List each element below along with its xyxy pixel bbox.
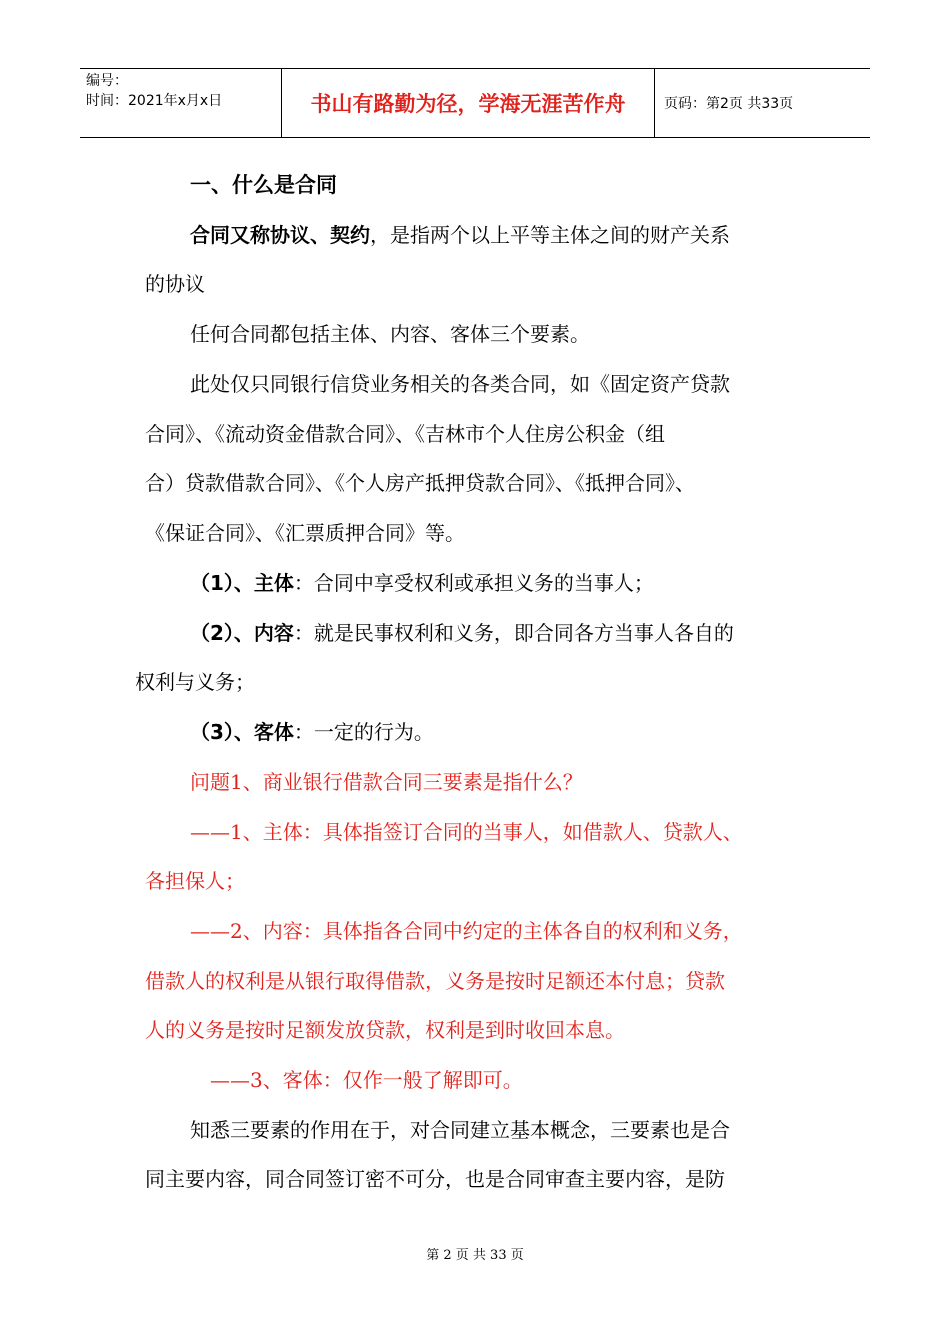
item-object: [190, 717, 950, 747]
header-meta-cell: [80, 69, 282, 137]
answer-2-line-3: 人的义务是按时足额发放贷款，权利是到时收回本息。: [145, 1018, 625, 1042]
header-motto: 书山有路勤为径，学海无涯苦作舟: [282, 69, 655, 137]
paragraph-definition: [190, 220, 950, 250]
contracts-line-1: 此处仅只同银行信贷业务相关的各类合同，如《固定资产贷款: [190, 372, 730, 396]
answer-3: ——3、客体：仅作一般了解即可。: [210, 1068, 523, 1092]
item-content-continuation: 权利与义务；: [135, 670, 255, 694]
answer-1-line-2: 各担保人；: [145, 869, 245, 893]
question-1: 问题1、商业银行借款合同三要素是指什么？: [190, 770, 583, 794]
answer-2-line-1: ——2、内容：具体指各合同中约定的主体各自的权利和义务，: [190, 919, 743, 943]
item-subject: [190, 568, 950, 598]
answer-1-line-1: ——1、主体：具体指签订合同的当事人，如借款人、贷款人、: [190, 820, 743, 844]
contracts-line-4: 《保证合同》、《汇票质押合同》等。: [145, 521, 465, 545]
definition-text: ，是指两个以上平等主体之间的财产关系: [370, 223, 730, 247]
item-object-text: ：一定的行为。: [293, 720, 434, 744]
header-number-label: 编号：: [86, 73, 128, 89]
contracts-line-3: 合）贷款借款合同》、《个人房产抵押贷款合同》、《抵押合同》、: [145, 471, 695, 495]
answer-2-line-2: 借款人的权利是从银行取得借款，义务是按时足额还本付息；贷款: [145, 969, 725, 993]
header-page-label: 页码：第2页 共33页: [664, 96, 794, 112]
definition-continuation: 的协议: [145, 272, 205, 296]
section-title: 一、什么是合同: [190, 173, 337, 197]
item-subject-label: （1）、主体: [190, 571, 294, 595]
definition-term: 合同又称协议、契约: [190, 223, 370, 247]
paragraph-purpose-line-1: 知悉三要素的作用在于，对合同建立基本概念，三要素也是合: [190, 1118, 730, 1142]
item-subject-text: ：合同中享受权利或承担义务的当事人；: [293, 571, 654, 595]
contracts-line-2: 合同》、《流动资金借款合同》、《吉林市个人住房公积金（组: [145, 422, 665, 446]
page-header: [80, 68, 870, 138]
header-time-label: 时间：2021年x月x日: [86, 93, 223, 109]
item-content-text: ：就是民事权利和义务，即合同各方当事人各自的: [293, 621, 734, 645]
paragraph-elements: 任何合同都包括主体、内容、客体三个要素。: [190, 322, 590, 346]
item-content: [190, 618, 950, 648]
page-footer: 第 2 页 共 33 页: [426, 1248, 524, 1263]
paragraph-purpose-line-2: 同主要内容，同合同签订密不可分，也是合同审查主要内容，是防: [145, 1167, 725, 1191]
item-object-label: （3）、客体: [190, 720, 294, 744]
item-content-label: （2）、内容: [190, 621, 294, 645]
